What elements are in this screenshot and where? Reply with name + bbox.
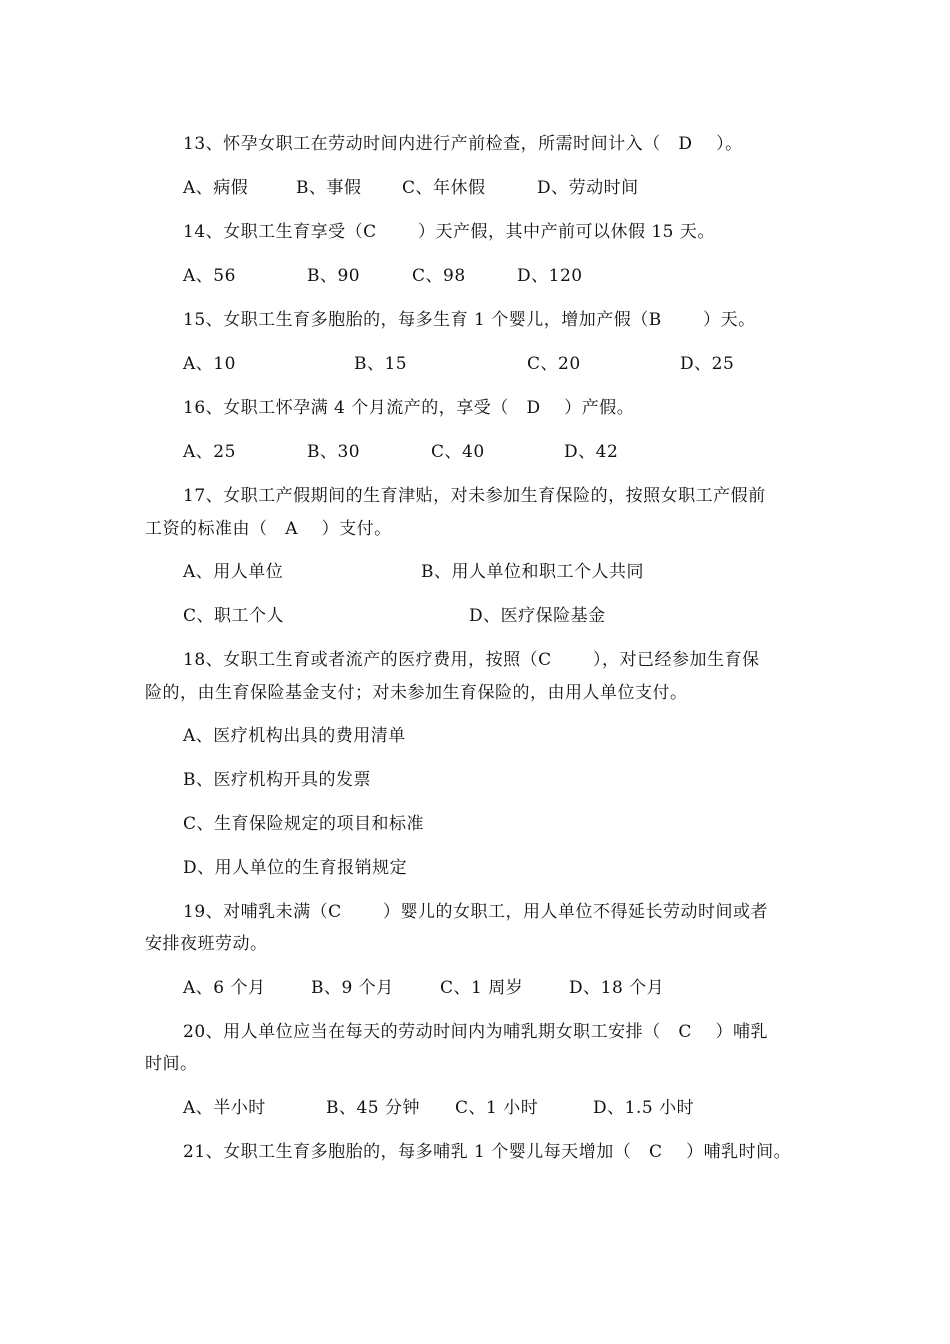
q15-option-a: A、10 [183,354,236,374]
q17-option-a: A、用人单位 [183,562,284,582]
q16-option-d: D、42 [564,442,619,462]
question-15-text: 15、女职工生育多胞胎的，每多生育 1 个婴儿，增加产假（B ）天。 [183,310,756,330]
q18-option-d: D、用人单位的生育报销规定 [183,858,408,878]
question-19-text-cont: 安排夜班劳动。 [145,934,268,954]
q19-option-a: A、6 个月 [183,978,266,998]
question-19-text: 19、对哺乳未满（C ）婴儿的女职工，用人单位不得延长劳动时间或者 [183,902,768,922]
question-14-text: 14、女职工生育享受（C ）天产假，其中产前可以休假 15 天。 [183,222,715,242]
q18-option-c: C、生育保险规定的项目和标准 [183,814,425,834]
q13-option-b: B、事假 [296,178,362,198]
q20-option-a: A、半小时 [183,1098,266,1118]
q19-option-c: C、1 周岁 [440,978,524,998]
q17-option-c: C、职工个人 [183,606,285,626]
q15-option-c: C、20 [527,354,581,374]
q16-option-b: B、30 [307,442,361,462]
question-20-text-cont: 时间。 [145,1054,198,1074]
q19-option-d: D、18 个月 [569,978,665,998]
question-18-text: 18、女职工生育或者流产的医疗费用，按照（C ），对已经参加生育保 [183,650,760,670]
question-21-text: 21、女职工生育多胞胎的，每多哺乳 1 个婴儿每天增加（ C ）哺乳时间。 [183,1142,792,1162]
q16-option-c: C、40 [431,442,485,462]
question-17-text-cont: 工资的标准由（ A ）支付。 [145,519,392,539]
q20-option-d: D、1.5 小时 [593,1098,695,1118]
q20-option-b: B、45 分钟 [326,1098,421,1118]
q13-option-c: C、年休假 [402,178,486,198]
question-18-text-cont: 险的，由生育保险基金支付；对未参加生育保险的，由用人单位支付。 [145,683,688,703]
q13-option-d: D、劳动时间 [537,178,639,198]
q18-option-a: A、医疗机构出具的费用清单 [183,726,406,746]
q17-option-b: B、用人单位和职工个人共同 [421,562,644,582]
q14-option-d: D、120 [517,266,583,286]
question-13-text: 13、怀孕女职工在劳动时间内进行产前检查，所需时间计入（ D ）。 [183,134,743,154]
q15-option-b: B、15 [354,354,408,374]
q17-option-d: D、医疗保险基金 [469,606,606,626]
q13-option-a: A、病假 [183,178,249,198]
q20-option-c: C、1 小时 [455,1098,539,1118]
q14-option-b: B、90 [307,266,361,286]
question-16-text: 16、女职工怀孕满 4 个月流产的，享受（ D ）产假。 [183,398,635,418]
question-20-text: 20、用人单位应当在每天的劳动时间内为哺乳期女职工安排（ C ）哺乳 [183,1022,768,1042]
question-17-text: 17、女职工产假期间的生育津贴，对未参加生育保险的，按照女职工产假前 [183,486,766,506]
q18-option-b: B、医疗机构开具的发票 [183,770,371,790]
q16-option-a: A、25 [183,442,236,462]
q14-option-a: A、56 [183,266,236,286]
q19-option-b: B、9 个月 [311,978,394,998]
q14-option-c: C、98 [412,266,466,286]
q15-option-d: D、25 [680,354,735,374]
